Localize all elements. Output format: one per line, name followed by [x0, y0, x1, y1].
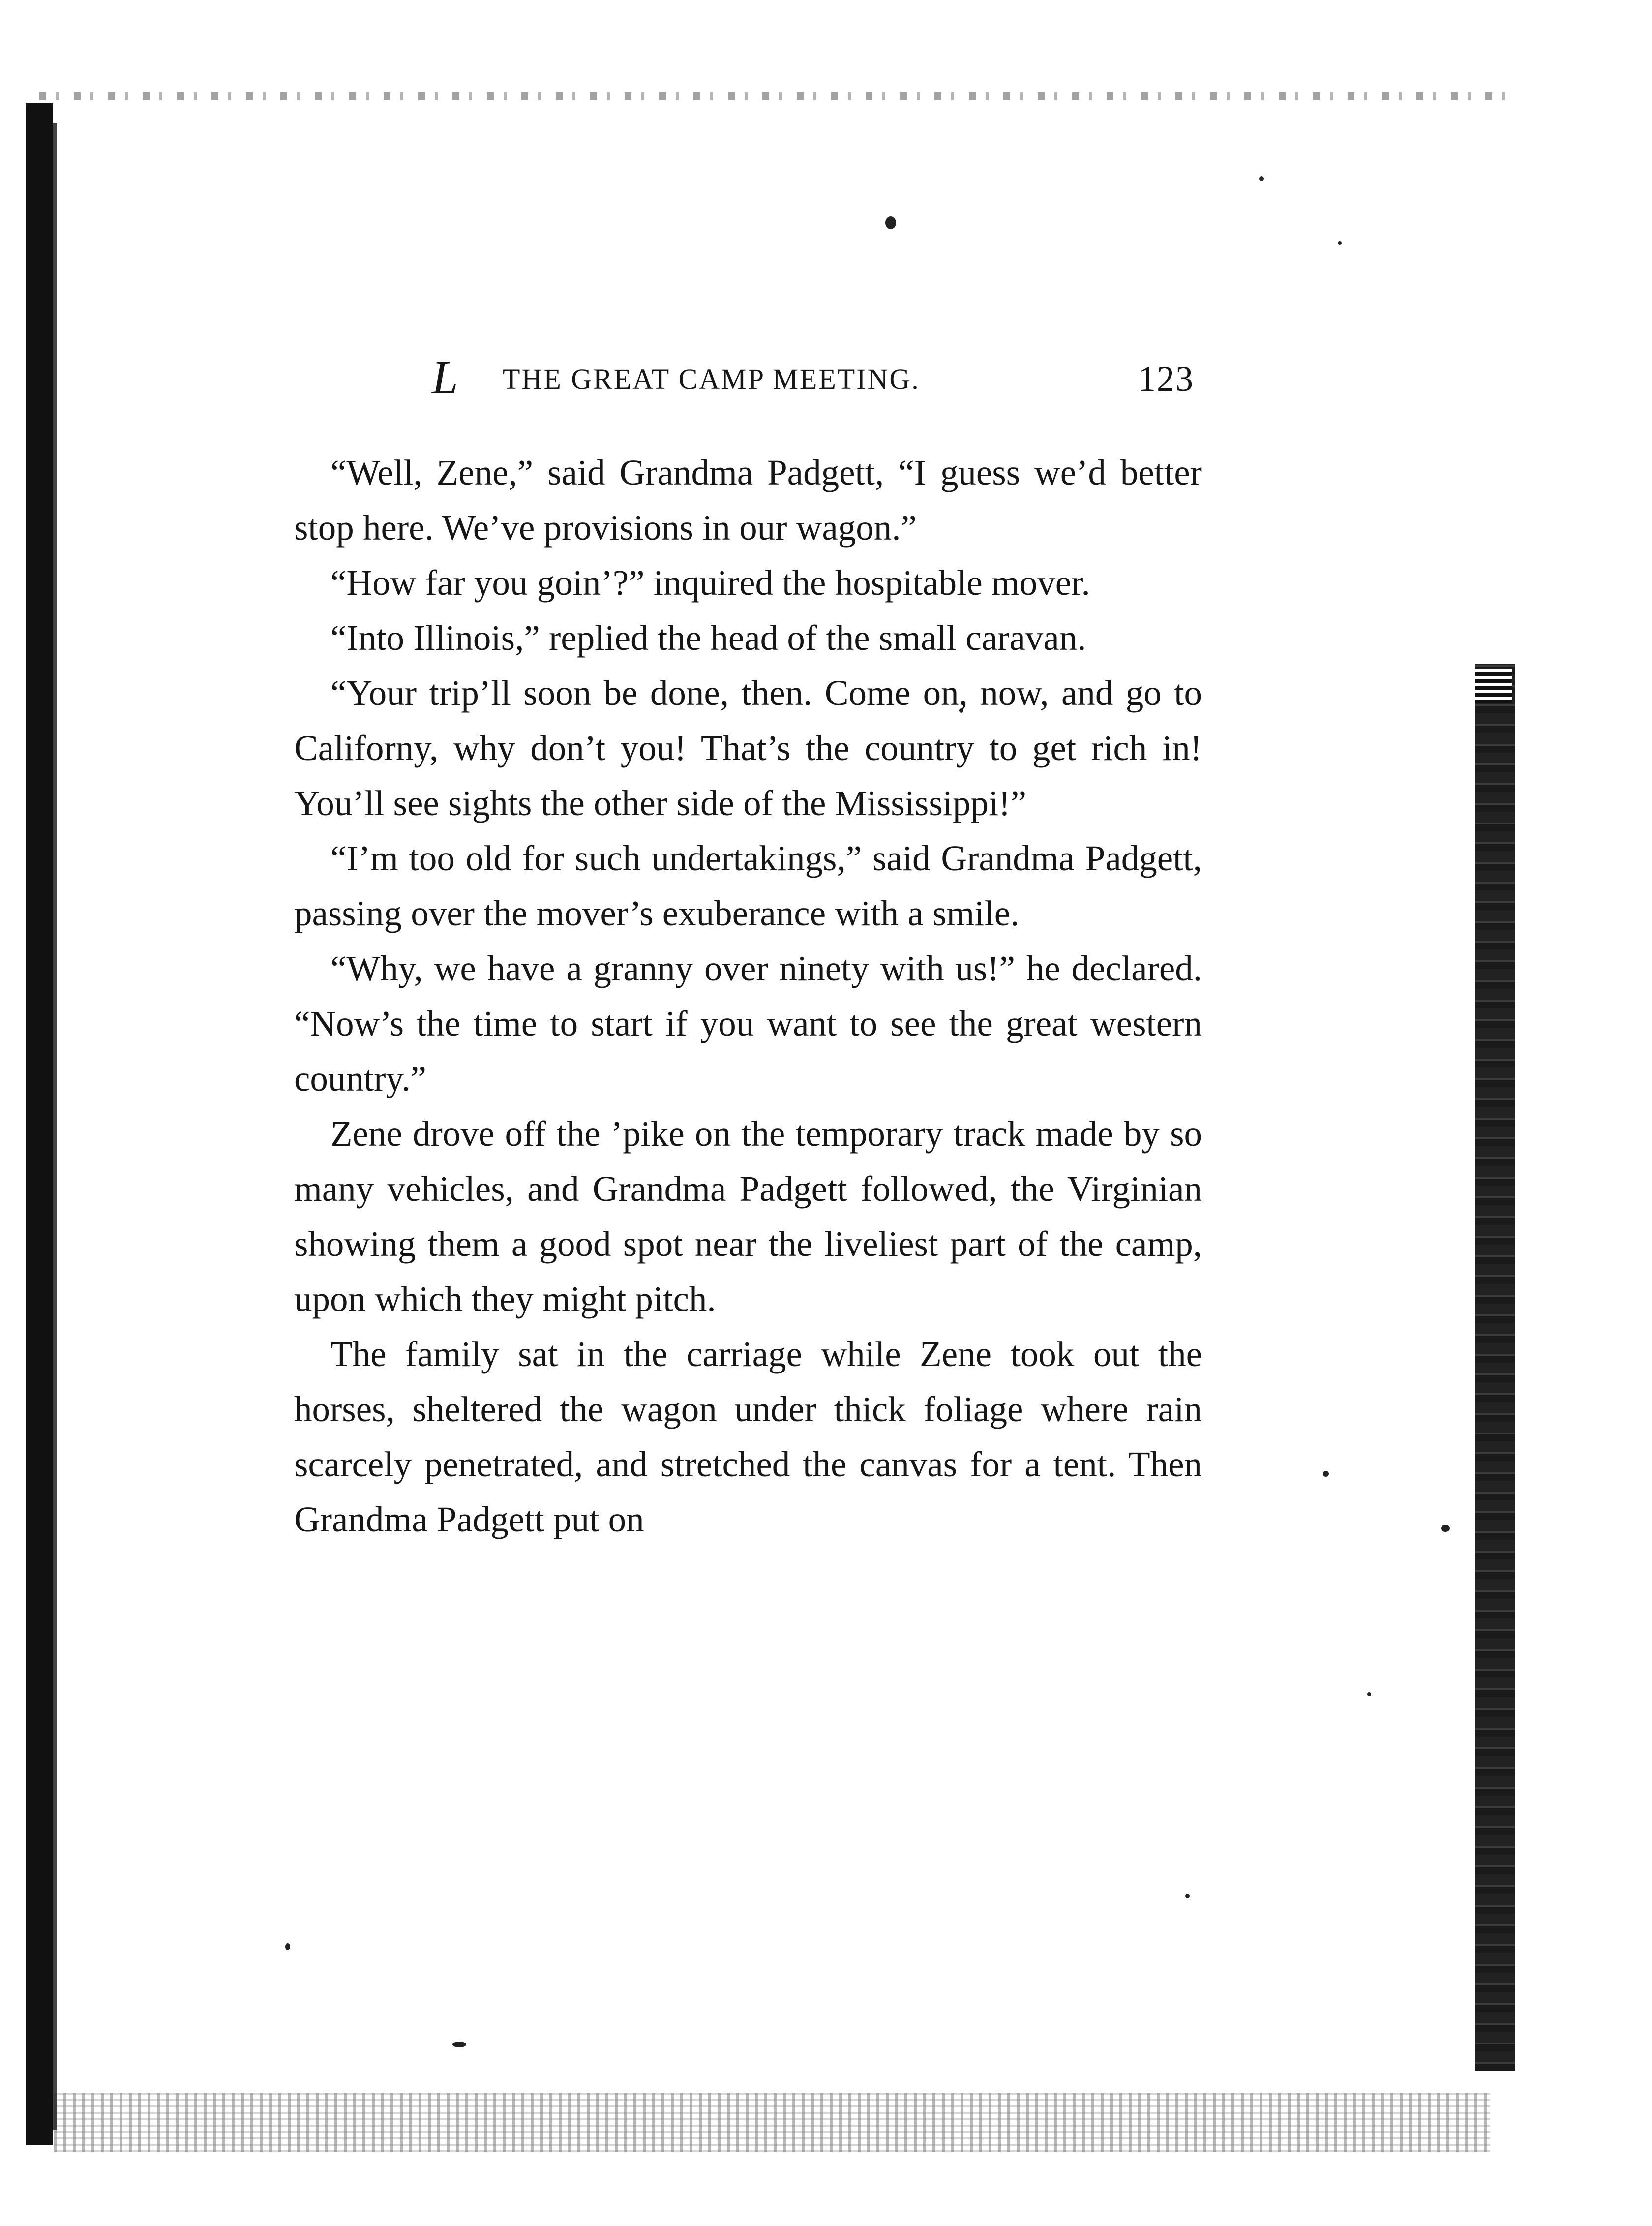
scan-speck — [1367, 1692, 1371, 1696]
scan-speck — [1441, 1525, 1450, 1532]
scan-speck — [285, 1943, 290, 1950]
scan-right-edge-strip — [1475, 664, 1515, 2071]
scan-speck — [1259, 176, 1264, 181]
paragraph: Zene drove off the ’pike on the temporary track made by so many vehicles, and Grandma Padgett followed, the Virginian showing them a good spot near the liveliest part of the camp, upon which they might pitch. — [294, 1114, 1202, 1319]
body-text — [294, 445, 1202, 1547]
paragraph: “I’m too old for such undertakings,” said Grandma Padgett, passing over the mover’s exuberance with a smile. — [294, 838, 1202, 933]
paragraph: “How far you goin’?” inquired the hospitable mover. — [330, 563, 1090, 603]
paragraph: “Why, we have a granny over ninety with us!” he declared. “Now’s the time to start if you want to see the great western country.” — [294, 948, 1202, 1098]
scan-binding-shadow — [26, 103, 53, 2145]
scan-speck — [1185, 1894, 1190, 1898]
chapter-title: THE GREAT CAMP MEETING. — [503, 363, 920, 395]
paragraph: “Into Illinois,” replied the head of the small caravan. — [330, 618, 1086, 658]
scan-speck — [452, 2042, 466, 2047]
page-mark: L — [432, 351, 458, 403]
scan-bottom-edge — [54, 2093, 1490, 2152]
paragraph: “Well, Zene,” said Grandma Padgett, “I guess we’d better stop here. We’ve provisions in our wagon.” — [294, 453, 1202, 548]
scan-right-edge-notch — [1475, 669, 1512, 703]
scan-speck — [1323, 1471, 1329, 1477]
scan-speck — [885, 216, 896, 229]
page-number: 123 — [1138, 359, 1194, 398]
running-head — [0, 351, 1652, 403]
scan-top-edge — [39, 92, 1510, 100]
paragraph: The family sat in the carriage while Zene took out the horses, sheltered the wagon under thick foliage where rain scarcely penetrated, and stretched the canvas for a tent. Then Grandma Padgett put on — [294, 1334, 1202, 1539]
paragraph: “Your trip’ll soon be done, then. Come on, now, and go to Californy, why don’t you! That’s the country to get rich in! You’ll see sights the other side of the Mississippi!” — [294, 673, 1202, 823]
scan-speck — [1338, 241, 1342, 245]
